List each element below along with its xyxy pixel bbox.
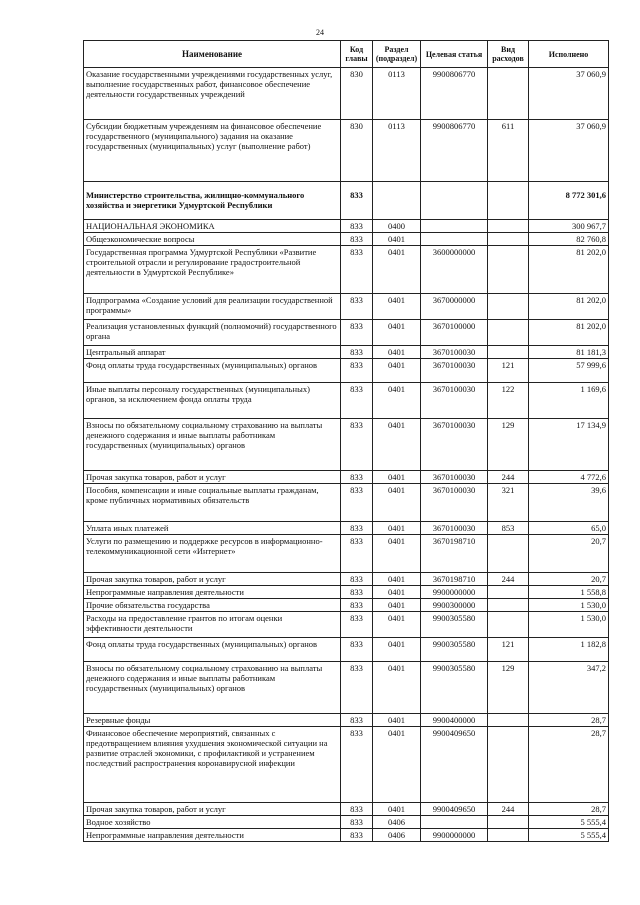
cell-executed: 20,7: [529, 573, 609, 586]
table-row: [84, 484, 609, 522]
cell-target: 9900000000: [421, 829, 488, 842]
cell-expense-type: [488, 727, 529, 803]
header-name: Наименование: [84, 41, 341, 68]
cell-code: 833: [341, 419, 373, 471]
table-body: [84, 68, 609, 842]
cell-executed: 1 530,0: [529, 599, 609, 612]
cell-expense-type: [488, 233, 529, 246]
cell-executed: 1 558,8: [529, 586, 609, 599]
cell-section: 0401: [373, 714, 421, 727]
cell-section: 0401: [373, 662, 421, 714]
cell-code: 833: [341, 220, 373, 233]
cell-executed: 28,7: [529, 727, 609, 803]
cell-expense-type: 611: [488, 120, 529, 182]
header-executed: Исполнено: [529, 41, 609, 68]
cell-expense-type: 244: [488, 803, 529, 816]
cell-name: Фонд оплаты труда государственных (муниципальных) органов: [84, 359, 341, 383]
header-code: Код главы: [341, 41, 373, 68]
cell-target: 9900305580: [421, 662, 488, 714]
table-row: [84, 359, 609, 383]
table-row: [84, 586, 609, 599]
cell-target: 9900000000: [421, 586, 488, 599]
cell-name: Уплата иных платежей: [84, 522, 341, 535]
cell-section: 0401: [373, 638, 421, 662]
cell-expense-type: 129: [488, 662, 529, 714]
cell-expense-type: [488, 816, 529, 829]
cell-name: Государственная программа Удмуртской Республики «Развитие строительной отрасли и регулирование градостроительной деятельности в Удмуртской Республике»: [84, 246, 341, 294]
header-expense-type: Вид расходов: [488, 41, 529, 68]
cell-name: Прочая закупка товаров, работ и услуг: [84, 573, 341, 586]
cell-executed: 82 760,8: [529, 233, 609, 246]
table-row: [84, 246, 609, 294]
cell-name: НАЦИОНАЛЬНАЯ ЭКОНОМИКА: [84, 220, 341, 233]
cell-section: 0113: [373, 120, 421, 182]
cell-name: Министерство строительства, жилищно-коммунального хозяйства и энергетики Удмуртской Республики: [84, 182, 341, 220]
cell-code: 833: [341, 829, 373, 842]
table-row: [84, 68, 609, 120]
cell-expense-type: 244: [488, 471, 529, 484]
cell-target: 3670100000: [421, 320, 488, 346]
cell-code: 833: [341, 816, 373, 829]
cell-code: 833: [341, 662, 373, 714]
cell-executed: 1 530,0: [529, 612, 609, 638]
cell-section: 0401: [373, 803, 421, 816]
cell-section: 0401: [373, 484, 421, 522]
page-number: 24: [316, 28, 324, 37]
cell-code: 833: [341, 359, 373, 383]
cell-section: 0401: [373, 346, 421, 359]
cell-name: Центральный аппарат: [84, 346, 341, 359]
table-row: [84, 727, 609, 803]
cell-name: Резервные фонды: [84, 714, 341, 727]
cell-code: 833: [341, 320, 373, 346]
cell-executed: 81 202,0: [529, 294, 609, 320]
cell-code: 833: [341, 573, 373, 586]
cell-expense-type: [488, 246, 529, 294]
cell-executed: 28,7: [529, 803, 609, 816]
cell-section: 0400: [373, 220, 421, 233]
table-row: [84, 346, 609, 359]
cell-section: 0401: [373, 586, 421, 599]
cell-target: 9900806770: [421, 68, 488, 120]
cell-name: Оказание государственными учреждениями государственных услуг, выполнение государственных работ, финансовое обеспечение деятельности государственных учреждений: [84, 68, 341, 120]
cell-expense-type: 122: [488, 383, 529, 419]
cell-name: Иные выплаты персоналу государственных (муниципальных) органов, за исключением фонда оплаты труда: [84, 383, 341, 419]
cell-target: 9900806770: [421, 120, 488, 182]
cell-expense-type: 321: [488, 484, 529, 522]
cell-name: Расходы на предоставление грантов по итогам оценки эффективности деятельности: [84, 612, 341, 638]
cell-section: 0401: [373, 383, 421, 419]
cell-target: 9900305580: [421, 612, 488, 638]
table-row: [84, 599, 609, 612]
cell-target: 9900300000: [421, 599, 488, 612]
table-row: [84, 803, 609, 816]
cell-executed: 65,0: [529, 522, 609, 535]
cell-target: 9900305580: [421, 638, 488, 662]
cell-target: [421, 816, 488, 829]
cell-expense-type: 244: [488, 573, 529, 586]
cell-name: Взносы по обязательному социальному страхованию на выплаты денежного содержания и иные выплаты работникам государственных (муниципальных) органов: [84, 419, 341, 471]
cell-section: 0401: [373, 471, 421, 484]
cell-name: Непрограммные направления деятельности: [84, 829, 341, 842]
cell-target: 9900409650: [421, 803, 488, 816]
cell-expense-type: [488, 182, 529, 220]
cell-section: 0406: [373, 816, 421, 829]
cell-name: Взносы по обязательному социальному страхованию на выплаты денежного содержания и иные выплаты работникам государственных (муниципальных) органов: [84, 662, 341, 714]
cell-expense-type: 121: [488, 638, 529, 662]
cell-code: 833: [341, 727, 373, 803]
cell-section: 0401: [373, 294, 421, 320]
cell-target: 9900400000: [421, 714, 488, 727]
cell-executed: 8 772 301,6: [529, 182, 609, 220]
cell-executed: 81 202,0: [529, 320, 609, 346]
cell-expense-type: [488, 612, 529, 638]
cell-target: 3670100030: [421, 346, 488, 359]
table-row: [84, 320, 609, 346]
cell-expense-type: 853: [488, 522, 529, 535]
cell-expense-type: [488, 220, 529, 233]
cell-section: 0401: [373, 727, 421, 803]
cell-executed: 5 555,4: [529, 829, 609, 842]
cell-code: 833: [341, 714, 373, 727]
table-row: [84, 816, 609, 829]
cell-executed: 1 169,6: [529, 383, 609, 419]
cell-section: 0401: [373, 599, 421, 612]
cell-target: 3670198710: [421, 535, 488, 573]
cell-section: 0401: [373, 535, 421, 573]
cell-target: 3670100030: [421, 419, 488, 471]
cell-code: 833: [341, 803, 373, 816]
cell-code: 833: [341, 638, 373, 662]
cell-code: 833: [341, 294, 373, 320]
cell-name: Фонд оплаты труда государственных (муниципальных) органов: [84, 638, 341, 662]
cell-code: 833: [341, 471, 373, 484]
cell-executed: 37 060,9: [529, 68, 609, 120]
cell-name: Водное хозяйство: [84, 816, 341, 829]
cell-executed: 4 772,6: [529, 471, 609, 484]
cell-expense-type: [488, 586, 529, 599]
table-row: [84, 573, 609, 586]
cell-expense-type: [488, 68, 529, 120]
cell-target: 3670100030: [421, 471, 488, 484]
cell-section: [373, 182, 421, 220]
cell-target: 3670198710: [421, 573, 488, 586]
cell-section: 0401: [373, 320, 421, 346]
cell-executed: 81 202,0: [529, 246, 609, 294]
table-row: [84, 120, 609, 182]
cell-executed: 347,2: [529, 662, 609, 714]
cell-target: 3670100030: [421, 522, 488, 535]
cell-executed: 57 999,6: [529, 359, 609, 383]
table-row: [84, 220, 609, 233]
table-row: [84, 233, 609, 246]
cell-section: 0406: [373, 829, 421, 842]
cell-code: 833: [341, 599, 373, 612]
cell-code: 833: [341, 484, 373, 522]
cell-expense-type: 129: [488, 419, 529, 471]
cell-code: 833: [341, 233, 373, 246]
cell-section: 0401: [373, 419, 421, 471]
cell-target: [421, 233, 488, 246]
cell-name: Прочая закупка товаров, работ и услуг: [84, 471, 341, 484]
cell-code: 830: [341, 68, 373, 120]
table-row: [84, 535, 609, 573]
table-row: [84, 294, 609, 320]
table-row: [84, 662, 609, 714]
cell-executed: 17 134,9: [529, 419, 609, 471]
cell-executed: 1 182,8: [529, 638, 609, 662]
cell-code: 833: [341, 535, 373, 573]
table-header-row: [84, 41, 609, 68]
cell-name: Финансовое обеспечение мероприятий, связанных с предотвращением влияния ухудшения экономической ситуации на развитие отраслей экономики, с профилактикой и устранением последствий распространения коронавирусной инфекции: [84, 727, 341, 803]
budget-table: [83, 40, 609, 842]
cell-target: 3600000000: [421, 246, 488, 294]
cell-code: 830: [341, 120, 373, 182]
cell-name: Прочая закупка товаров, работ и услуг: [84, 803, 341, 816]
cell-name: Пособия, компенсации и иные социальные выплаты гражданам, кроме публичных нормативных обязательств: [84, 484, 341, 522]
cell-expense-type: 121: [488, 359, 529, 383]
cell-code: 833: [341, 522, 373, 535]
cell-executed: 20,7: [529, 535, 609, 573]
cell-code: 833: [341, 586, 373, 599]
cell-name: Подпрограмма «Создание условий для реализации государственной программы»: [84, 294, 341, 320]
cell-expense-type: [488, 535, 529, 573]
table-row: [84, 383, 609, 419]
table-row: [84, 419, 609, 471]
table-row: [84, 612, 609, 638]
cell-target: 9900409650: [421, 727, 488, 803]
cell-expense-type: [488, 829, 529, 842]
cell-code: 833: [341, 346, 373, 359]
cell-code: 833: [341, 246, 373, 294]
table-row: [84, 522, 609, 535]
cell-executed: 37 060,9: [529, 120, 609, 182]
cell-code: 833: [341, 612, 373, 638]
header-section: Раздел (подраздел): [373, 41, 421, 68]
cell-section: 0401: [373, 359, 421, 383]
cell-section: 0401: [373, 522, 421, 535]
cell-name: Общеэкономические вопросы: [84, 233, 341, 246]
cell-section: 0113: [373, 68, 421, 120]
cell-expense-type: [488, 320, 529, 346]
cell-expense-type: [488, 346, 529, 359]
cell-name: Реализация установленных функций (полномочий) государственного органа: [84, 320, 341, 346]
table-row: [84, 638, 609, 662]
cell-executed: 28,7: [529, 714, 609, 727]
cell-name: Прочие обязательства государства: [84, 599, 341, 612]
cell-name: Услуги по размещению и поддержке ресурсов в информационно-телекоммуникационной сети «Интернет»: [84, 535, 341, 573]
cell-target: 3670100030: [421, 484, 488, 522]
table-row: [84, 714, 609, 727]
cell-name: Непрограммные направления деятельности: [84, 586, 341, 599]
cell-expense-type: [488, 294, 529, 320]
cell-name: Субсидии бюджетным учреждениям на финансовое обеспечение государственного (муниципального) задания на оказание государственных (муниципальных) услуг (выполнение работ): [84, 120, 341, 182]
cell-section: 0401: [373, 612, 421, 638]
cell-expense-type: [488, 714, 529, 727]
cell-target: 3670100030: [421, 359, 488, 383]
table-row: [84, 471, 609, 484]
cell-executed: 5 555,4: [529, 816, 609, 829]
table-row: [84, 182, 609, 220]
cell-executed: 39,6: [529, 484, 609, 522]
cell-executed: 81 181,3: [529, 346, 609, 359]
cell-target: [421, 182, 488, 220]
table-row: [84, 829, 609, 842]
cell-target: [421, 220, 488, 233]
cell-section: 0401: [373, 246, 421, 294]
cell-section: 0401: [373, 233, 421, 246]
cell-target: 3670000000: [421, 294, 488, 320]
cell-target: 3670100030: [421, 383, 488, 419]
cell-executed: 300 967,7: [529, 220, 609, 233]
header-target: Целевая статья: [421, 41, 488, 68]
cell-code: 833: [341, 383, 373, 419]
cell-code: 833: [341, 182, 373, 220]
cell-section: 0401: [373, 573, 421, 586]
cell-expense-type: [488, 599, 529, 612]
